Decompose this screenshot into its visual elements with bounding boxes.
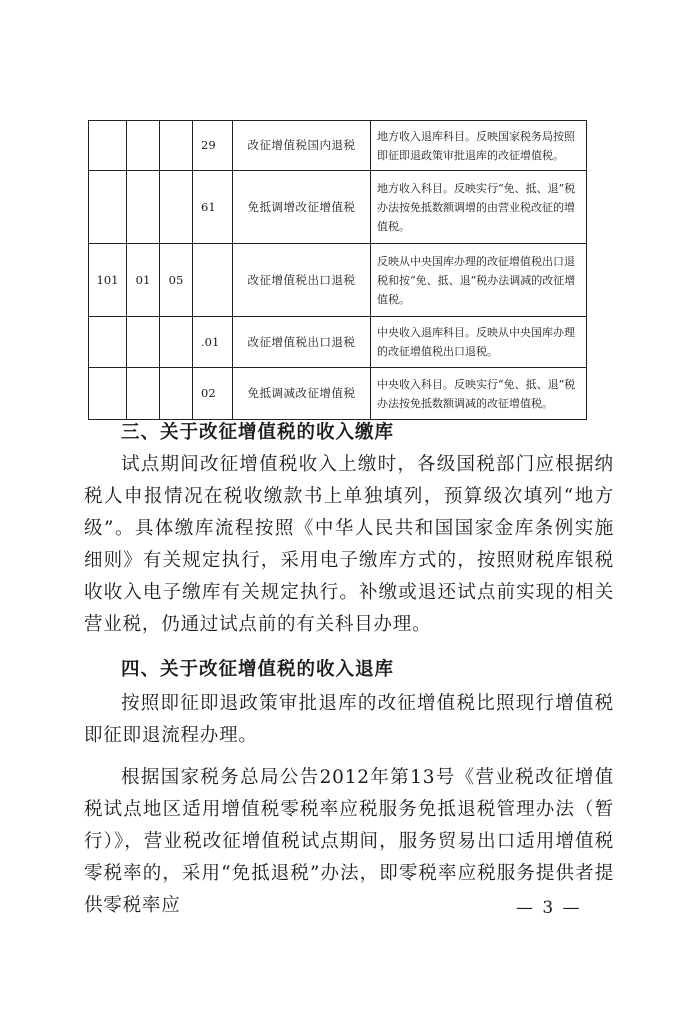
subitem-code: 02 (193, 368, 233, 420)
section-code (127, 171, 160, 244)
subitem-code: .01 (193, 317, 233, 368)
subject-description: 地方收入退库科目。反映国家税务局按照即征即退政策审批退库的改征增值税。 (371, 121, 587, 171)
section-3-paragraph: 试点期间改征增值税收入上缴时，各级国税部门应根据纳税人申报情况在税收缴款书上单独填列，预算级次填列“地方级”。具体缴库流程按照《中华人民共和国国家金库条例实施细则》有关规定执行，采用电子缴库方式的，按照财税库银税收收入电子缴库有关规定执行。补缴或退还试点前实现的相关营业税，仍通过试点前的有关科目办理。 (84, 454, 614, 635)
section-4-heading: 四、关于改征增值税的收入退库 (121, 659, 395, 680)
item-code (160, 171, 193, 244)
subitem-code: 61 (193, 171, 233, 244)
item-code (160, 368, 193, 420)
subject-description: 中央收入退库科目。反映从中央国库办理的改征增值税出口退税。 (371, 317, 587, 368)
section-4-paragraph-1: 按照即征即退政策审批退库的改征增值税比照现行增值税即征即退流程办理。 (84, 693, 614, 746)
section-code (127, 368, 160, 420)
subject-name: 免抵调增改征增值税 (233, 171, 371, 244)
section-code: 01 (127, 244, 160, 317)
page-number: — 3 — (516, 898, 582, 918)
subject-name: 改征增值税出口退税 (233, 244, 371, 317)
item-code (160, 317, 193, 368)
subject-name: 改征增值税出口退税 (233, 317, 371, 368)
class-code (89, 317, 127, 368)
subject-description: 反映从中央国库办理的改征增值税出口退税和按“免、抵、退”税办法调减的改征增值税。 (371, 244, 587, 317)
table-row (89, 121, 587, 171)
subject-description: 地方收入科目。反映实行“免、抵、退”税办法按免抵数额调增的由营业税改征的增值税。 (371, 171, 587, 244)
table-row (89, 171, 587, 244)
section-3-heading: 三、关于改征增值税的收入缴库 (121, 422, 395, 443)
subject-name: 免抵调减改征增值税 (233, 368, 371, 420)
class-code (89, 171, 127, 244)
subject-name: 改征增值税国内退税 (233, 121, 371, 171)
section-code (127, 121, 160, 171)
table-row (89, 317, 587, 368)
item-code (160, 121, 193, 171)
subject-description: 中央收入科目。反映实行“免、抵、退”税办法按免抵数额调减的改征增值税。 (371, 368, 587, 420)
item-code: 05 (160, 244, 193, 317)
table-row (89, 244, 587, 317)
class-code: 101 (89, 244, 127, 317)
table-row (89, 368, 587, 420)
section-4-paragraph-2: 根据国家税务总局公告2012年第13号《营业税改征增值税试点地区适用增值税零税率应税服务免抵退税管理办法（暂行）》，营业税改征增值税试点期间，服务贸易出口适用增值税零税率的，采用“免抵退税”办法，即零税率应税服务提供者提供零税率应 (84, 767, 614, 916)
section-code (127, 317, 160, 368)
subitem-code: 29 (193, 121, 233, 171)
class-code (89, 368, 127, 420)
subitem-code (193, 244, 233, 317)
class-code (89, 121, 127, 171)
budget-subject-table (88, 120, 587, 420)
